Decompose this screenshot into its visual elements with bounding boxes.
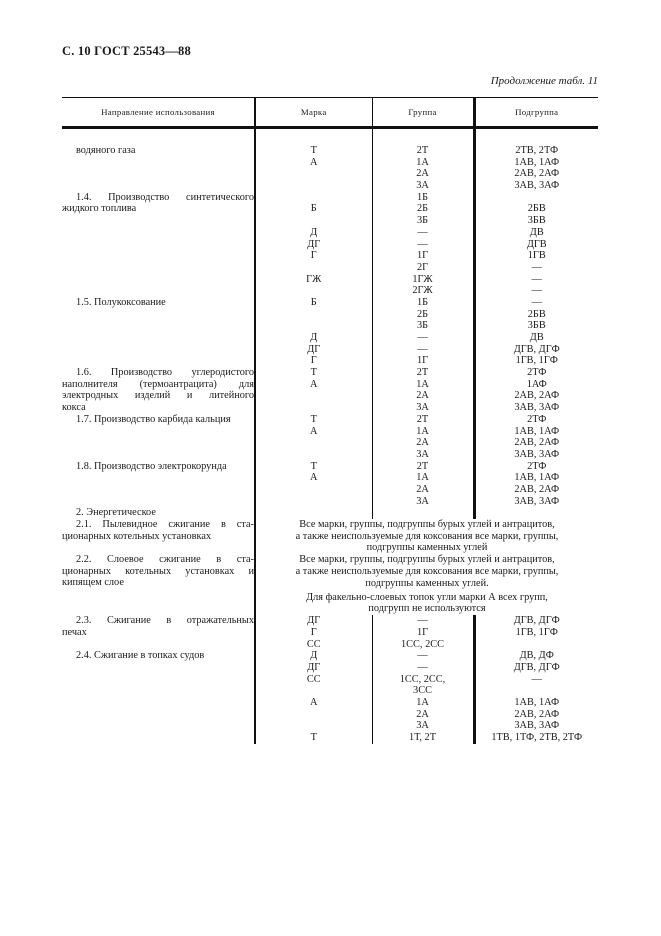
cell-line: [256, 709, 372, 721]
cell-line: ДГ: [307, 615, 321, 627]
cell-line: 2.4. Сжигание в топках судов: [76, 650, 205, 662]
cell-line: жидкого топлива: [62, 203, 137, 215]
cell-line: 3А: [416, 495, 429, 507]
cell-line: 1АВ, 1АФ: [514, 472, 560, 484]
direction-cell: [62, 128, 255, 192]
cell-line: электродных изделий и литейного: [62, 390, 254, 402]
cell-line: Все марки, группы, подгруппы бурых углей и антрацитов,: [299, 519, 555, 530]
subgroup-cell: [474, 414, 598, 461]
cell-line: ДВ, ДФ: [519, 650, 554, 662]
cell-line: кокса: [62, 402, 86, 414]
cell-line: 1АФ: [526, 378, 547, 390]
span-paragraph: [256, 554, 598, 589]
cell-line: Г: [310, 355, 317, 367]
cell-line: наполнителя (термоантрацита) для: [62, 378, 254, 390]
cell-line: —: [417, 332, 428, 343]
direction-cell: [62, 461, 255, 508]
span-cell: [255, 554, 598, 615]
table-row: [62, 554, 598, 615]
cell-line: ДГВ, ДГФ: [513, 661, 560, 673]
cell-line: Г: [310, 626, 317, 638]
direction-cell: [62, 192, 255, 297]
cell-line: 1.5. Полукоксование: [76, 296, 166, 308]
subgroup-cell: [474, 615, 598, 650]
cell-line: 2Т: [416, 145, 429, 156]
cell-line: 2А: [416, 390, 429, 402]
cell-line: 2ТФ: [527, 367, 547, 379]
cell-line: 1СС, 2СС,: [399, 673, 446, 685]
group-cell: [372, 128, 474, 192]
cell-line: 3А: [416, 448, 429, 460]
cell-line: —: [417, 650, 428, 662]
cell-line: 1.4. Производство синтетического: [76, 191, 254, 203]
subgroup-cell: [474, 461, 598, 508]
cell-line: 2.2. Слоевое сжигание в ста-: [76, 554, 254, 566]
cell-line: 3Б: [416, 320, 429, 332]
subgroup-cell: [474, 128, 598, 192]
mark-cell: [255, 297, 372, 367]
mark-cell: [255, 615, 372, 650]
cell-line: —: [417, 226, 428, 238]
cell-line: 1Б: [416, 191, 429, 203]
cell-line: подгруппы каменных углей.: [365, 577, 489, 589]
group-cell: [372, 650, 474, 744]
cell-line: [256, 262, 372, 274]
direction-cell: [62, 615, 255, 650]
cell-line: Д: [310, 332, 318, 343]
cell-line: А: [310, 696, 318, 708]
cell-line: ГЖ: [306, 273, 322, 285]
cell-line: 3БВ: [527, 320, 546, 332]
cell-line: 1.6. Производство углеродистого: [76, 367, 254, 379]
table-row: [62, 615, 598, 650]
cell-line: 1ГВ, 1ГФ: [515, 355, 558, 367]
table-body: [62, 128, 598, 744]
cell-line: 1Г: [416, 355, 429, 367]
cell-line: Все марки, группы, подгруппы бурых углей и антрацитов,: [299, 554, 555, 566]
cell-line: 2ГЖ: [412, 285, 433, 297]
cell-line: 2. Энергетическое: [76, 507, 156, 519]
group-cell: [372, 507, 474, 519]
cell-line: СС: [306, 638, 321, 650]
table-row: [62, 297, 598, 367]
cell-line: 3АВ, 3АФ: [514, 448, 560, 460]
cell-line: 3АВ, 3АФ: [514, 720, 560, 732]
cell-line: 2БВ: [527, 308, 546, 320]
table-row: [62, 192, 598, 297]
cell-line: 2Б: [416, 203, 429, 215]
cell-line: 2А: [416, 168, 429, 180]
cell-line: 3А: [416, 720, 429, 732]
cell-line: [256, 215, 372, 227]
cell-line: 3А: [416, 402, 429, 414]
cell-line: 1ГЖ: [412, 273, 433, 285]
cell-line: —: [531, 285, 542, 297]
direction-cell: [62, 554, 255, 615]
subgroup-cell: [474, 192, 598, 297]
cell-line: 1Т, 2Т: [409, 732, 436, 743]
cell-line: 2БВ: [527, 203, 546, 215]
cell-line: 2АВ, 2АФ: [514, 483, 560, 495]
cell-line: [256, 192, 372, 204]
cell-line: ДВ: [529, 226, 544, 238]
cell-line: А: [310, 472, 318, 484]
cell-line: 2Т: [416, 413, 429, 425]
cell-line: 1ГВ: [527, 250, 546, 262]
cell-line: —: [417, 615, 428, 627]
cell-line: 3АВ, 3АФ: [514, 495, 560, 507]
direction-cell: [62, 650, 255, 744]
cell-line: 1Г: [416, 626, 429, 638]
cell-line: —: [531, 296, 542, 308]
cell-line: А: [310, 425, 318, 437]
cell-line: А: [310, 156, 318, 168]
cell-line: [256, 320, 372, 332]
table-row: [62, 507, 598, 519]
subgroup-cell: [474, 507, 598, 519]
cell-line: Т: [310, 145, 317, 156]
cell-line: Т: [310, 460, 317, 472]
direction-cell: [62, 519, 255, 554]
cell-line: 1А: [416, 378, 429, 390]
cell-line: подгрупп не используются: [368, 603, 486, 615]
cell-line: 3СС: [413, 685, 432, 697]
page-header: С. 10 ГОСТ 25543—88: [62, 44, 191, 58]
cell-line: подгруппы каменных углей: [366, 542, 488, 554]
cell-line: 1.8. Производство электрокорунда: [76, 460, 227, 472]
cell-line: Б: [310, 203, 317, 215]
direction-cell: [62, 367, 255, 414]
cell-line: 2Г: [416, 261, 429, 273]
cell-line: 1А: [416, 156, 429, 168]
subgroup-cell: [474, 367, 598, 414]
cell-line: 1.7. Производство карбида кальция: [76, 413, 231, 425]
table-row: [62, 414, 598, 461]
column-header-subgroup: Подгруппа: [474, 98, 598, 128]
mark-cell: [255, 414, 372, 461]
cell-line: Д: [310, 650, 318, 662]
cell-line: [256, 720, 372, 732]
cell-line: 2Б: [416, 308, 429, 320]
direction-cell: [62, 414, 255, 461]
mark-cell: [255, 367, 372, 414]
cell-line: 1А: [416, 472, 429, 484]
cell-line: 2.3. Сжигание в отражательных: [76, 615, 254, 627]
cell-line: 2.1. Пылевидное сжигание в ста-: [76, 519, 254, 530]
cell-line: ДГВ, ДГФ: [513, 343, 560, 355]
group-cell: [372, 461, 474, 508]
mark-cell: [255, 507, 372, 519]
mark-cell: [255, 461, 372, 508]
subgroup-cell: [474, 297, 598, 367]
cell-line: [476, 685, 599, 697]
cell-line: 2АВ, 2АФ: [514, 437, 560, 449]
cell-line: —: [531, 261, 542, 273]
span-paragraph: [256, 519, 598, 554]
cell-line: 1А: [416, 696, 429, 708]
cell-line: Б: [310, 296, 317, 308]
cell-line: [256, 685, 372, 697]
group-cell: [372, 297, 474, 367]
cell-line: [476, 192, 599, 204]
column-header-group: Группа: [372, 98, 474, 128]
cell-line: 1АВ, 1АФ: [514, 425, 560, 437]
table-header: [62, 98, 598, 128]
table-caption: Продолжение табл. 11: [490, 75, 598, 87]
cell-line: 2АВ, 2АФ: [514, 168, 560, 180]
table-row: [62, 650, 598, 744]
cell-line: а также неиспользуемые для коксования все марки, группы,: [295, 565, 559, 577]
cell-line: ДГ: [307, 661, 321, 673]
table-row: [62, 461, 598, 508]
cell-line: ДГ: [307, 343, 321, 355]
cell-line: Для факельно-слоевых топок угли марки А всех групп,: [306, 591, 548, 603]
cell-line: 2Т: [416, 460, 429, 472]
cell-line: ДГ: [307, 238, 321, 250]
cell-line: Т: [310, 413, 317, 425]
cell-line: 2Т: [416, 367, 429, 379]
cell-line: 3АВ, 3АФ: [514, 402, 560, 414]
cell-line: 3А: [416, 180, 429, 192]
mark-cell: [255, 650, 372, 744]
span-paragraph: [256, 592, 598, 615]
cell-line: Т: [310, 732, 317, 743]
direction-cell: [62, 507, 255, 519]
cell-line: 2ТФ: [527, 413, 547, 425]
cell-line: 2АВ, 2АФ: [514, 708, 560, 720]
cell-line: 2А: [416, 708, 429, 720]
cell-line: 2А: [416, 483, 429, 495]
table-row: [62, 367, 598, 414]
group-cell: [372, 615, 474, 650]
cell-line: 1АВ, 1АФ: [514, 696, 560, 708]
cell-line: СС: [306, 673, 321, 685]
cell-line: Д: [310, 226, 318, 238]
cell-line: кипящем слое: [62, 577, 124, 589]
cell-line: 2А: [416, 437, 429, 449]
cell-line: [476, 639, 599, 651]
cell-line: —: [417, 661, 428, 673]
cell-line: А: [310, 378, 318, 390]
group-cell: [372, 414, 474, 461]
cell-line: 1АВ, 1АФ: [514, 156, 560, 168]
cell-line: 2ТВ, 2ТФ: [515, 145, 559, 156]
mark-cell: [255, 128, 372, 192]
cell-line: —: [531, 673, 542, 685]
cell-line: —: [417, 343, 428, 355]
cell-line: печах: [62, 626, 87, 638]
cell-line: —: [417, 238, 428, 250]
cell-line: а также неиспользуемые для коксования все марки, группы,: [295, 530, 559, 542]
cell-line: 1ГВ, 1ГФ: [515, 626, 558, 638]
cell-line: 1ТВ, 1ТФ, 2ТВ, 2ТФ: [491, 732, 583, 743]
cell-line: ДГВ, ДГФ: [513, 615, 560, 627]
cell-line: 3АВ, 3АФ: [514, 180, 560, 192]
column-header-direction: Направление использования: [62, 98, 255, 128]
subgroup-cell: [474, 650, 598, 744]
cell-line: 3БВ: [527, 215, 546, 227]
cell-line: 1СС, 2СС: [401, 638, 444, 650]
cell-line: —: [531, 273, 542, 285]
cell-line: ДГВ: [526, 238, 547, 250]
mark-cell: [255, 192, 372, 297]
cell-line: 1Г: [416, 250, 429, 262]
group-cell: [372, 367, 474, 414]
cell-line: Г: [310, 250, 317, 262]
table-row: [62, 128, 598, 192]
cell-line: 3Б: [416, 215, 429, 227]
column-header-mark: Марка: [255, 98, 372, 128]
cell-line: [256, 309, 372, 321]
usage-table: [62, 97, 598, 744]
cell-line: 1Б: [416, 296, 429, 308]
cell-line: Т: [310, 367, 317, 379]
table-row: [62, 519, 598, 554]
cell-line: 1А: [416, 425, 429, 437]
direction-cell: [62, 297, 255, 367]
cell-line: водяного газа: [76, 145, 136, 156]
cell-line: ционарных котельных установках и: [62, 565, 254, 577]
span-cell: [255, 519, 598, 554]
cell-line: 2АВ, 2АФ: [514, 390, 560, 402]
header-row: [62, 98, 598, 128]
group-cell: [372, 192, 474, 297]
cell-line: 2ТФ: [527, 460, 547, 472]
cell-line: ДВ: [529, 332, 544, 343]
cell-line: ционарных котельных установках: [62, 530, 212, 542]
